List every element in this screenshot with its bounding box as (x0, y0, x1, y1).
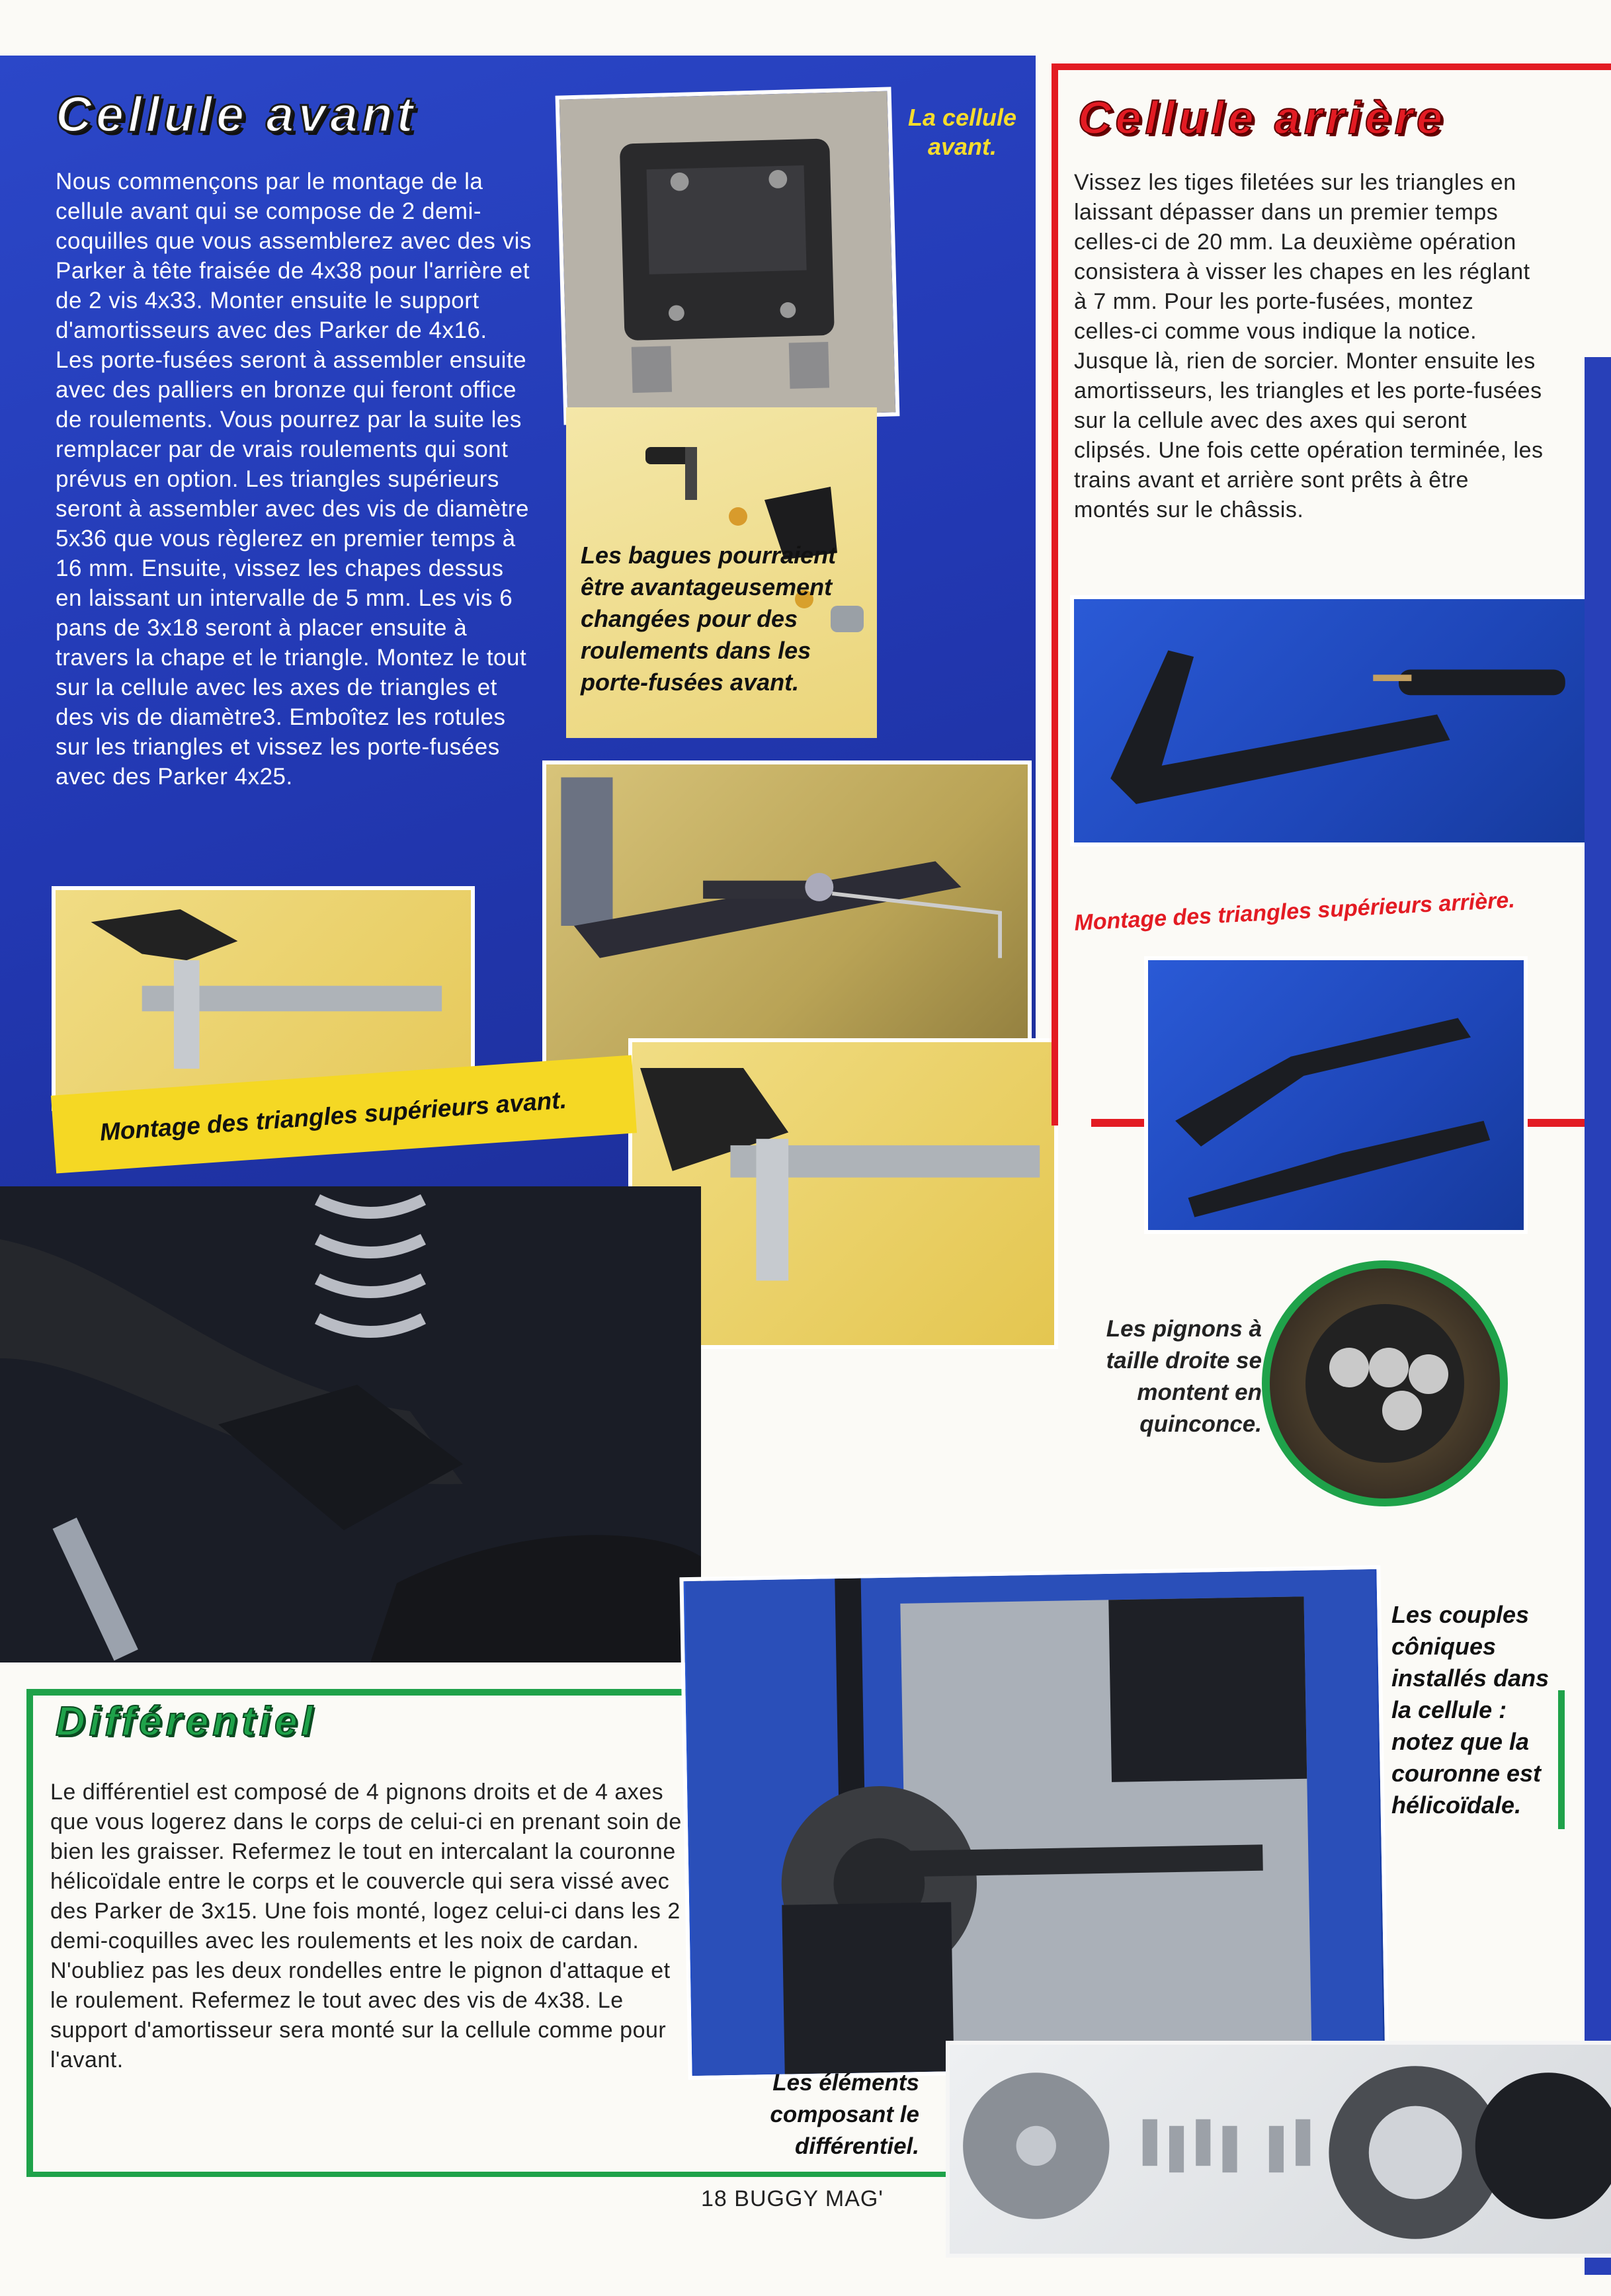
differentiel-rule-right (1558, 1690, 1565, 1829)
photo-triangles-arriere-2 (1144, 956, 1528, 1234)
triangles-arriere-2-image (1148, 960, 1524, 1230)
elements-differentiel-image (950, 2045, 1611, 2254)
photo-pignons (1262, 1260, 1508, 1506)
caption-cellule-avant: La cellule avant. (907, 104, 1017, 160)
caption-triangles-arriere: Montage des triangles supérieurs arrière. (1073, 887, 1516, 936)
caption-bagues: Les bagues pourraient être avantageusement changées pour des roulements dans les porte-fusées avant. (581, 542, 837, 696)
gros-plan-image (0, 1186, 701, 1662)
caption-triangles-avant: Montage des triangles supérieurs avant. (51, 1055, 637, 1173)
cellule-avant-image (559, 91, 896, 421)
differentiel-title: Différentiel (56, 1699, 317, 1744)
caption-couples-coniques: Les couples côniques installés dans la cellule : notez que la couronne est hélicoïdale. (1391, 1601, 1549, 1819)
photo-cellule-avant (556, 87, 900, 425)
differentiel-rule (26, 2172, 952, 2177)
cellule-arriere-title: Cellule arrière (1078, 92, 1446, 144)
pignons-image (1270, 1268, 1500, 1498)
photo-couples-coniques (679, 1565, 1389, 2080)
cellule-avant-title: Cellule avant (56, 87, 417, 143)
photo-elements-differentiel (946, 2041, 1611, 2258)
cellule-arriere-text: Vissez les tiges filetées sur les triangles en laissant dépasser dans un premier temps celles-ci de 20 mm. La deuxième opération consistera à visser les chapes en les réglant à 7 mm. Pour les porte-fusées, montez celles-ci comme vous indique la notice. Jusque là, rien de sorcier. Monter ensuite les amortisseurs, les triangles et les porte-fusées sur la cellule avec des axes qui seront clipsés. Une fois cette opération terminée, les trains avant et arrière sont prêts à être montés sur le châssis. (1074, 170, 1544, 522)
triangles-arriere-image (1074, 599, 1602, 842)
photo-gros-plan-amortisseur (0, 1186, 701, 1662)
cellule-avant-text: Nous commençons par le montage de la cellule avant qui se compose de 2 demi-coquilles que vous assemblerez avec des vis Parker à tête fraisée de 4x38 pour l'arrière et de 2 vis 4x33. Monter ensuite le support d'amortisseurs avec des Parker de 4x16. Les porte-fusées seront à assembler ensuite avec des palliers en bronze qui feront office de roulements. Vous pourrez par la suite les remplacer par de vrais roulements qui sont prévus en option. Les triangles supérieurs seront à assembler avec des vis de diamètre 5x36 que vous règlerez en premier temps à 16 mm. Ensuite, vissez les chapes dessus en laissant un intervalle de 5 mm. Les vis 6 pans de 3x18 seront à placer ensuite à travers la chape et le triangle. Montez le tout sur la cellule avec les axes de triangles et des vis de diamètre3. Emboîtez les rotules sur les triangles et vissez les porte-fusées avec des Parker 4x25. (56, 169, 532, 790)
caption-elements-differentiel: Les éléments composant le différentiel. (770, 2070, 919, 2159)
caption-pignons: Les pignons à taille droite se montent en quinconce. (1106, 1316, 1262, 1437)
differentiel-text: Le différentiel est composé de 4 pignons droits et de 4 axes que vous logerez dans le corps de celui-ci en prenant soin de bien les graisser. Refermez le tout en intercalant la couronne hélicoïdale entre le corps et le couvercle qui sera vissé avec des Parker de 3x15. Une fois monté, logez celui-ci dans les 2 demi-coquilles avec les roulements et les noix de cardan. N'oubliez pas les deux rondelles entre le pignon d'attaque et le roulement. Refermez le tout avec des vis de 4x38. Le support d'amortisseur sera monté sur la cellule comme pour l'avant. (50, 1780, 682, 2072)
photo-triangles-arriere (1070, 595, 1606, 846)
page-folio: 18 BUGGY MAG' (701, 2186, 884, 2211)
page-edge-strip (1585, 357, 1611, 2275)
couples-coniques-image (684, 1569, 1385, 2076)
